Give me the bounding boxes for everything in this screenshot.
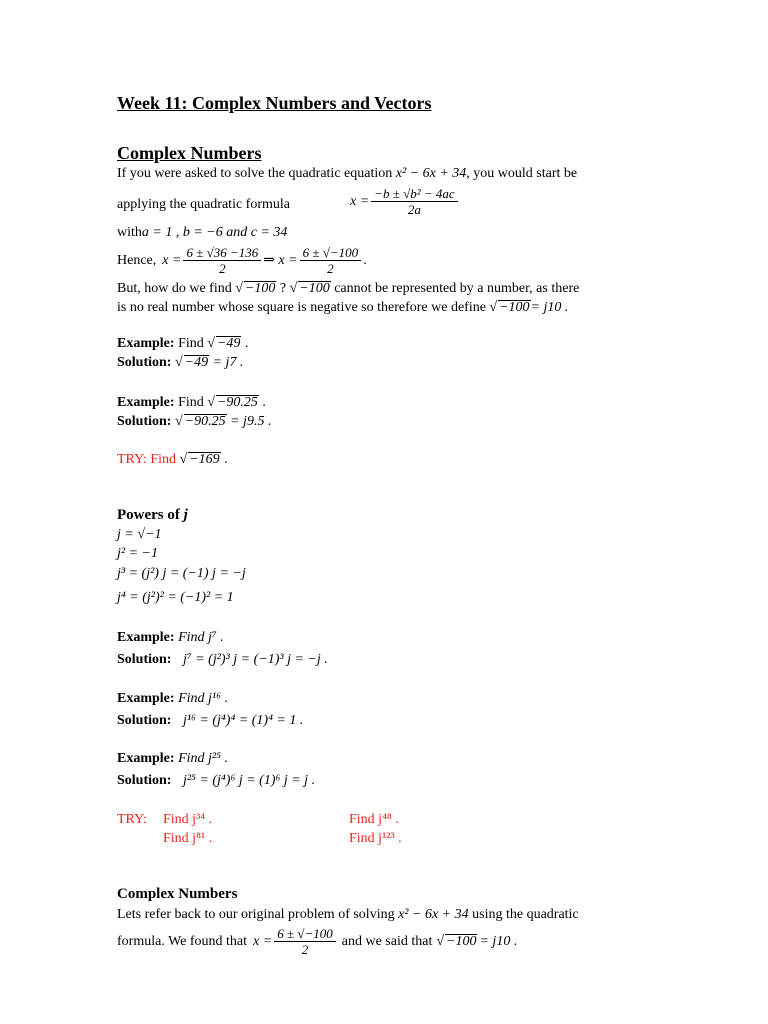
- but-question: ?: [279, 281, 287, 296]
- formula-text: applying the quadratic formula: [117, 197, 290, 212]
- example-find: Find j²⁵ .: [178, 751, 228, 766]
- section2-equation: x² − 6x + 34: [398, 907, 469, 922]
- hence-fraction-1: [183, 245, 261, 276]
- hence-lhs: x =: [162, 252, 182, 268]
- formula-lhs: x =: [350, 193, 370, 209]
- powers-heading-j: j: [183, 507, 188, 523]
- section2-numerator: 6 ± √−100: [274, 926, 336, 942]
- section2-line2-text: formula. We found that: [117, 933, 248, 949]
- power-example-3: [117, 751, 228, 767]
- power-line-3: j³ = (j²) j = (−1) j = −j: [117, 566, 246, 581]
- hence-denominator-2: 2: [327, 261, 334, 276]
- solution-text: j²⁵ = (j⁴)⁶ j = (1)⁶ j = j .: [182, 773, 316, 788]
- power-solution-1: [117, 652, 328, 668]
- hence-numerator-2: 6 ± √−100: [300, 245, 362, 261]
- define-radicand: −100: [499, 300, 530, 315]
- solution-radicand: −90.25: [184, 414, 226, 429]
- try-radicand: −169: [189, 452, 220, 467]
- example-label: Example:: [117, 336, 175, 351]
- example-find: Find: [178, 395, 204, 410]
- solution-2: Solution: √ −90.25 = j9.5 .: [117, 414, 272, 429]
- example-find: Find j¹⁶ .: [178, 691, 228, 706]
- but-text-end: cannot be represented by a number, as there: [334, 281, 580, 296]
- but-text: But, how do we find: [117, 281, 232, 296]
- define-line: is no real number whose square is negative so therefore we define √ −100= j10 .: [117, 300, 569, 315]
- section-heading-complex-numbers: Complex Numbers: [117, 143, 262, 163]
- section2-line-2: formula. We found that x = $\frac{6 \pm √-100}{2}$ and we said that √ −100 = j10 .: [117, 926, 518, 957]
- section2-text-end: using the quadratic: [472, 907, 579, 922]
- but-radicand-2: −100: [299, 281, 330, 296]
- solution-label: Solution:: [117, 652, 172, 667]
- example-2: Example: Find √ −90.25 .: [117, 395, 266, 410]
- intro-line: [117, 166, 577, 182]
- define-result: = j10 .: [530, 300, 569, 315]
- hence-numerator-1: 6 ± √36 −136: [183, 245, 261, 261]
- hence-line: Hence, x = $\frac{6 \pm √36 -136}{2}$ ⇒ x = $\frac{6 \pm √-100}{2}$ .: [117, 245, 367, 276]
- power-line-4: j⁴ = (j²)² = (−1)² = 1: [117, 590, 234, 605]
- powers-heading-text: Powers of: [117, 507, 180, 523]
- with-line: [117, 225, 287, 241]
- example-1: Example: Find √ −49 .: [117, 336, 249, 351]
- solution-label: Solution:: [117, 355, 172, 370]
- power-example-1: [117, 630, 224, 646]
- example-label: Example:: [117, 751, 175, 766]
- formula-numerator: −b ± √b² − 4ac: [371, 186, 457, 202]
- powers-heading: [117, 507, 188, 524]
- try-label: TRY: Find: [117, 452, 177, 467]
- hence-arrow: ⇒ x =: [263, 253, 298, 268]
- section-heading-complex-numbers-2: Complex Numbers: [117, 886, 238, 902]
- power-solution-3: [117, 773, 315, 789]
- formula-denominator: 2a: [407, 202, 421, 217]
- section2-radicand: −100: [446, 934, 477, 949]
- try-2-label: TRY:: [117, 812, 147, 827]
- intro-text-end: , you would start be: [466, 166, 578, 181]
- section2-text: Lets refer back to our original problem of solving: [117, 907, 395, 922]
- section2-line2-mid: and we said that: [341, 933, 433, 949]
- example-label: Example:: [117, 691, 175, 706]
- try-2-item-2: Find j⁴⁸ .: [349, 812, 399, 827]
- try-2-item-4: Find j¹²³ .: [349, 831, 402, 846]
- power-solution-2: [117, 713, 303, 729]
- intro-text: If you were asked to solve the quadratic equation: [117, 166, 393, 181]
- solution-text: j⁷ = (j²)³ j = (−1)³ j = −j .: [182, 652, 328, 667]
- section2-lhs: x =: [253, 933, 273, 949]
- power-line-2: j² = −1: [117, 546, 158, 561]
- with-values: a = 1 , b = −6 and c = 34: [141, 225, 288, 240]
- solution-1: Solution: √ −49 = j7 .: [117, 355, 244, 370]
- example-label: Example:: [117, 630, 175, 645]
- power-line-1: j = √−1: [117, 527, 162, 542]
- section2-denominator: 2: [301, 942, 309, 957]
- try-2-item-3: Find j⁸¹ .: [163, 831, 213, 846]
- example-radicand: −90.25: [216, 395, 258, 410]
- solution-label: Solution:: [117, 713, 172, 728]
- example-radicand: −49: [216, 336, 241, 351]
- section2-result: = j10 .: [479, 933, 518, 949]
- intro-equation: x² − 6x + 34: [395, 166, 467, 181]
- example-label: Example:: [117, 395, 175, 410]
- try-1: TRY: Find √ −169 .: [117, 452, 228, 467]
- hence-text: Hence,: [117, 252, 157, 268]
- define-text: is no real number whose square is negative so therefore we define: [117, 300, 486, 315]
- hence-fraction-2: [300, 245, 362, 276]
- but-radicand-1: −100: [244, 281, 276, 296]
- section2-line-1: [117, 907, 579, 923]
- example-find: Find: [178, 336, 204, 351]
- solution-text: j¹⁶ = (j⁴)⁴ = (1)⁴ = 1 .: [182, 713, 304, 728]
- formula-fraction: [371, 186, 457, 217]
- quadratic-formula: [350, 186, 460, 217]
- example-find: Find j⁷ .: [178, 630, 224, 645]
- solution-label: Solution:: [117, 414, 172, 429]
- section2-fraction: [274, 926, 336, 957]
- power-example-2: [117, 691, 228, 707]
- but-line: But, how do we find √ −100 ? √ −100 cannot be represented by a number, as there: [117, 281, 580, 296]
- solution-radicand: −49: [184, 355, 209, 370]
- try-2-item-1: Find j³⁴ .: [163, 812, 213, 827]
- solution-result: = j9.5 .: [230, 414, 272, 429]
- solution-result: = j7 .: [212, 355, 244, 370]
- with-text: with: [117, 225, 142, 240]
- solution-label: Solution:: [117, 773, 172, 788]
- page-title: Week 11: Complex Numbers and Vectors: [117, 93, 432, 113]
- hence-denominator-1: 2: [219, 261, 226, 276]
